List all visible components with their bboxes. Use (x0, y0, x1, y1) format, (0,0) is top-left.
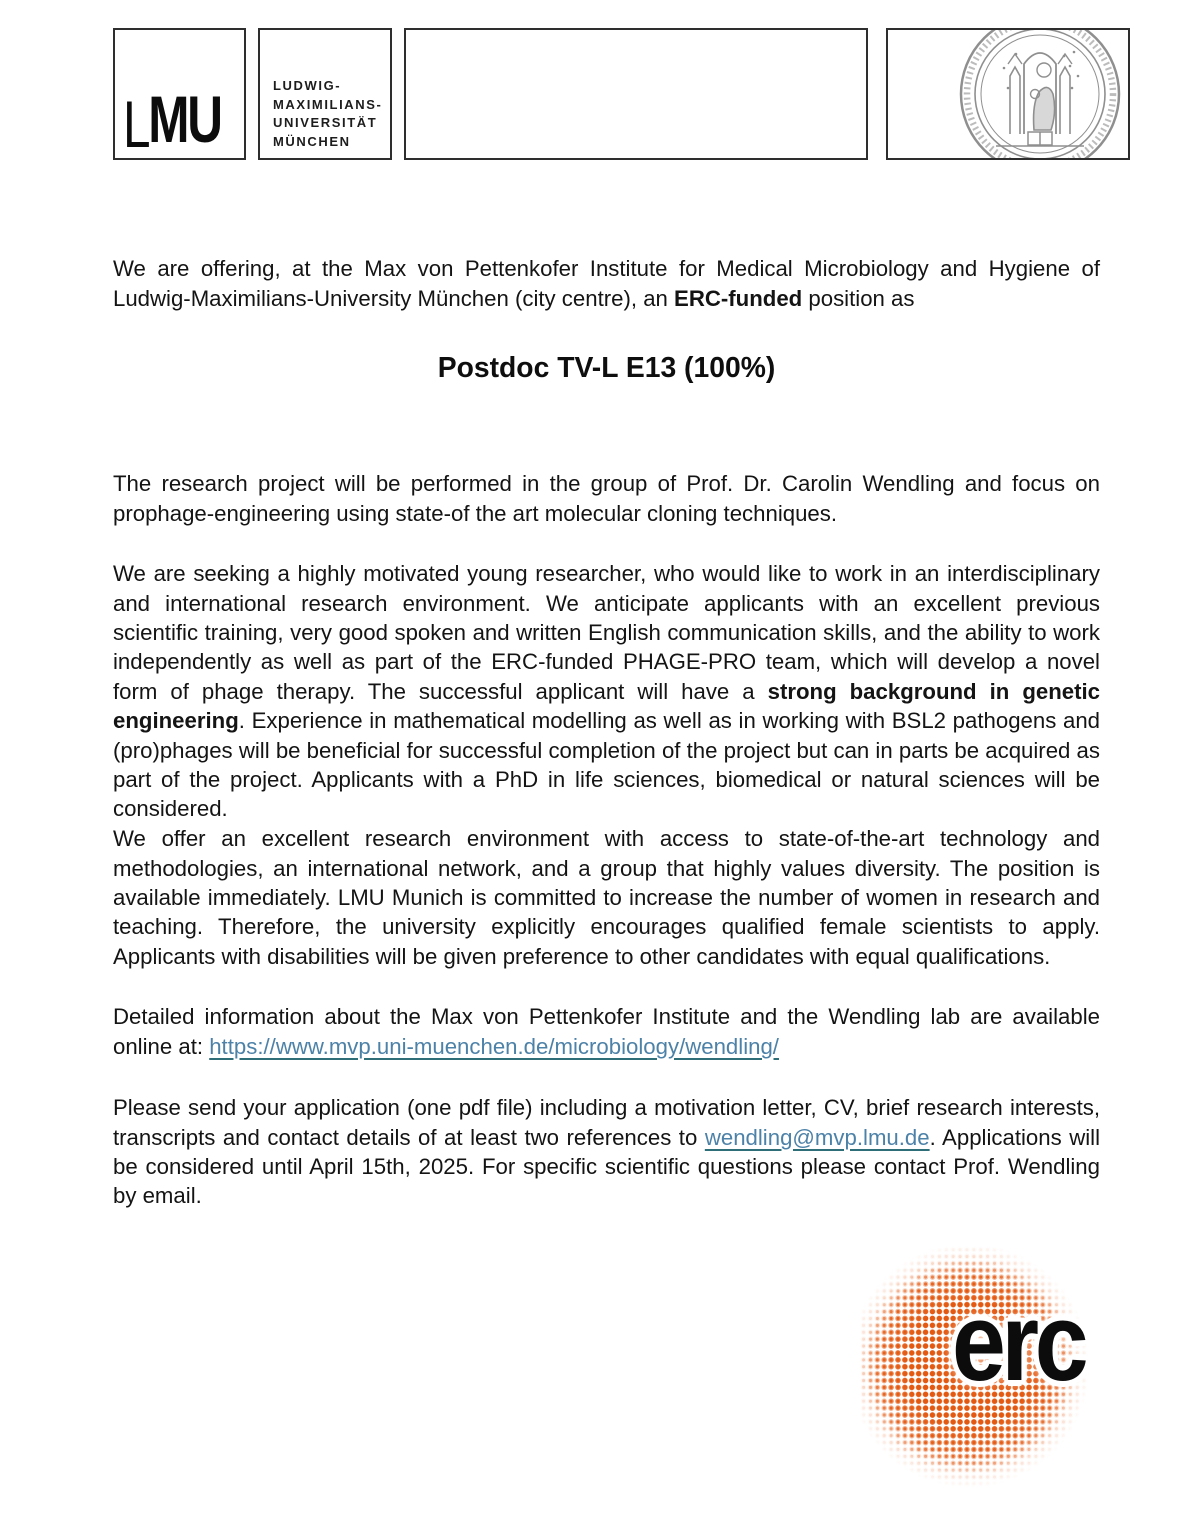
offer-paragraph (113, 824, 1100, 971)
seeking-text-end: . Experience in mathematical modelling as well as in working with BSL2 pathogens and (pro)phages will be beneficial for successful completion of the project but can in parts be acquired as part of the project. Applicants with a PhD in life sciences, biomedical or natural sciences will be considered. (113, 708, 1100, 822)
research-paragraph (113, 469, 1100, 528)
university-name-box (258, 28, 392, 160)
erc-funded-bold: ERC-funded (674, 285, 803, 311)
university-name-line: MÜNCHEN (273, 133, 351, 149)
university-name-line: UNIVERSITÄT (273, 115, 378, 130)
apply-paragraph (113, 1093, 1100, 1211)
university-name-line: MAXIMILIANS- (273, 96, 383, 112)
university-name-line: LUDWIG- (273, 78, 342, 93)
intro-text: We are offering, at the Max von Pettenkofer Institute for Medical Microbiology and Hygiene of Ludwig-Maximilians-University München (city centre), an (113, 256, 1100, 311)
info-text: Detailed information about the Max von Pettenkofer Institute and the Wendling lab are available online at: (113, 1004, 1100, 1059)
seeking-paragraph (113, 559, 1100, 824)
university-seal-icon (888, 30, 1128, 158)
wendling-lab-link[interactable]: https://www.mvp.uni-muenchen.de/microbiology/wendling/ (209, 1033, 779, 1059)
lmu-letter-u: U (187, 82, 221, 156)
lmu-letter-m: M (148, 82, 188, 156)
apply-text-end: . Applications will be considered until April 15th, 2025. For specific scientific questions please contact Prof. Wendling by email. (113, 1124, 1101, 1209)
university-seal-box (886, 28, 1130, 160)
erc-logo (860, 1246, 1102, 1490)
seeking-text: We are seeking a highly motivated young researcher, who would like to work in an interdisciplinary and international research environment. We anticipate applicants with an excellent previous scientific training, very good spoken and written English communication skills, and the ability to work independently as well as part of the ERC-funded PHAGE-PRO team, which will develop a novel form of phage therapy. The successful applicant will have a (113, 561, 1100, 704)
university-name (273, 77, 382, 151)
intro-text-end: position as (802, 285, 915, 311)
apply-text: Please send your application (one pdf file) including a motivation letter, CV, brief research interests, transcripts and contact details of at least two references to (113, 1095, 1100, 1150)
header-empty-box (404, 28, 868, 160)
intro-paragraph (113, 254, 1100, 313)
erc-logo-text: erc (952, 1281, 1085, 1404)
wendling-email-link[interactable]: wendling@mvp.lmu.de (704, 1124, 930, 1150)
offer-text: We offer an excellent research environment with access to state-of-the-art technology and methodologies, an international network, and a group that highly values diversity. The position is available immediately. LMU Munich is committed to increase the number of women in research and teaching. Therefore, the university explicitly encourages qualified female scientists to apply. Applicants with disabilities will be given preference to other candidates with equal qualifications. (113, 826, 1100, 969)
lmu-logo (113, 28, 246, 160)
research-text: The research project will be performed in the group of Prof. Dr. Carolin Wendling and focus on prophage-engineering using state-of the art molecular cloning techniques. (113, 471, 1100, 526)
genetic-engineering-bold: strong background in genetic engineering (113, 678, 1101, 734)
info-paragraph (113, 1002, 1100, 1061)
lmu-wordmark (123, 82, 221, 161)
lmu-letter-l: L (123, 87, 149, 161)
position-title: Postdoc TV-L E13 (100%) (437, 351, 776, 383)
